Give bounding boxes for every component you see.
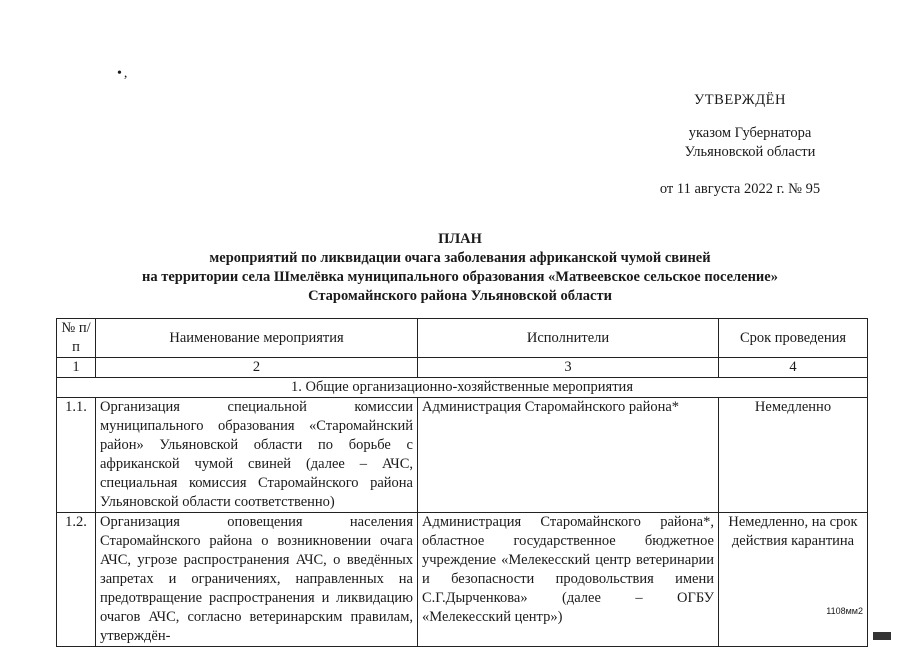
table-row	[57, 398, 868, 513]
col-number: 3	[418, 358, 719, 378]
section-heading: 1. Общие организационно-хозяйственные мероприятия	[57, 378, 868, 398]
row-name: Организация специальной комиссии муниципального образования «Старомайнский район» Ульяновской области по борьбе с африканской чумой свиней (далее – АЧС, специальная комиссия Старомайнского района Ульяновской области соответственно)	[96, 398, 418, 513]
approval-heading: УТВЕРЖДЁН	[694, 92, 786, 108]
col-number: 4	[719, 358, 868, 378]
table-row	[57, 513, 868, 647]
col-number: 2	[96, 358, 418, 378]
title-line-1: ПЛАН	[438, 231, 482, 247]
header-num: № п/п	[57, 319, 96, 358]
approval-date: от 11 августа 2022 г. № 95	[659, 181, 821, 197]
title-line-3: на территории села Шмелёвка муниципального образования «Матвеевское сельское поселение»	[142, 269, 778, 285]
document-title	[60, 230, 860, 306]
row-name: Организация оповещения населения Старомайнского района о возникновении очага АЧС, угрозе распространения АЧС, о введённых запретах и ограничениях, направленных на предотвращение распространения и ликвидацию очагов АЧС, согласно ветеринарским правилам, утверждён-	[96, 513, 418, 647]
header-term: Срок проведения	[719, 319, 868, 358]
row-executors: Администрация Старомайнского района*, областное государственное бюджетное учреждение «Мелекесский центр ветеринарии и безопасности продовольствия имени С.Г.Дырченкова» (далее – ОГБУ «Мелекесский центр»)	[418, 513, 719, 647]
header-name: Наименование мероприятия	[96, 319, 418, 358]
approval-line-1: указом Губернатора	[688, 125, 812, 141]
title-line-2: мероприятий по ликвидации очага заболевания африканской чумой свиней	[209, 250, 711, 266]
row-term: Немедленно, на срок действия карантина	[719, 513, 868, 647]
row-executors: Администрация Старомайнского района*	[418, 398, 719, 513]
row-term: Немедленно	[719, 398, 868, 513]
plan-table	[56, 318, 867, 647]
title-line-4: Старомайнского района Ульяновской области	[308, 288, 612, 304]
scan-corner-mark	[873, 632, 891, 640]
header-executors: Исполнители	[418, 319, 719, 358]
footer-code: 1108мм2	[826, 606, 863, 616]
approval-line-2: Ульяновской области	[684, 144, 816, 160]
col-number: 1	[57, 358, 96, 378]
scan-mark: •,	[117, 66, 130, 81]
row-num: 1.1.	[57, 398, 96, 513]
row-num: 1.2.	[57, 513, 96, 647]
